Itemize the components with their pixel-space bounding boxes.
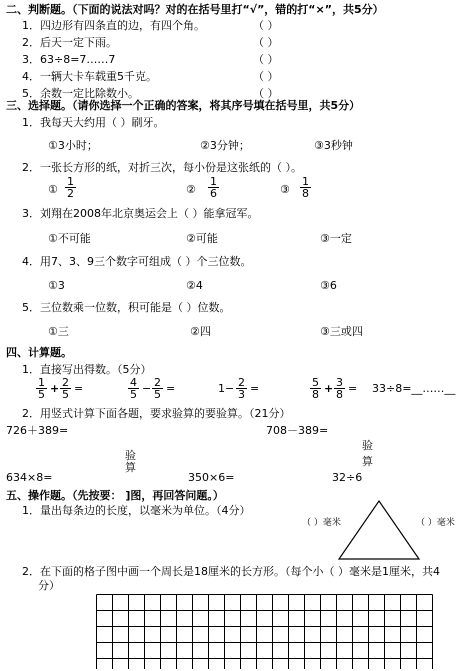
judge-item-4: 4．一辆大卡车载重5千克。 [22,70,157,83]
fraction-denominator: 8 [336,388,343,401]
fraction-one-half [65,176,76,199]
answer-paren-1[interactable]: （ ） [253,19,279,32]
fraction-denominator: 3 [238,388,245,401]
operator: − [142,382,152,395]
choice-q4-opt1[interactable]: ①3 [48,279,65,292]
fraction-denominator: 5 [62,388,69,401]
fraction-numerator: 1 [210,175,217,188]
triangle-figure [335,497,425,563]
fraction-denominator: 8 [302,187,309,200]
operate-q1: 1．量出每条边的长度，以毫米为单位。（4分） [22,504,251,517]
fraction-denominator: 5 [38,388,45,401]
operator: + [324,382,334,395]
fraction-one-sixth [208,176,219,199]
choice-q1: 1．我每天大约用（ ）刷牙。 [22,116,165,129]
fraction-numerator: 1 [67,175,74,188]
operate-q2: 2．在下面的格子图中画一个周长是18厘米的长方形。（每个小（ ）毫米是1厘米，共4 [22,565,440,578]
vertical-calc-2: 708－389= [266,424,329,437]
vertical-calc-4: 350×6= [188,471,235,484]
answer-paren-5[interactable]: （ ） [253,87,279,100]
fraction-numerator: 4 [130,376,137,389]
division-remainder-expr: 33÷8=__……__ [372,382,456,395]
fraction-numerator: 2 [62,376,69,389]
answer-paren-3[interactable]: （ ） [253,53,279,66]
fraction-denominator: 6 [210,187,217,200]
calc-q2: 2．用竖式计算下面各题，要求验算的要验算。（21分） [22,407,291,420]
fraction-numerator: 2 [154,376,161,389]
vertical-calc-3: 634×8= [6,471,53,484]
choice-q2-opt3[interactable]: ③ [280,183,290,196]
section-4-title: 四、计算题。 [6,346,72,359]
judge-item-3: 3．63÷8=7……7 [22,53,116,66]
section-3-title: 三、选择题。（请你选择一个正确的答案，将其序号填在括号里，共5分） [6,99,361,112]
operate-q2-cont: 分） [38,579,60,592]
answer-paren-2[interactable]: （ ） [253,36,279,49]
expression-lead: 1− [218,382,235,395]
choice-q2-opt2[interactable]: ② [186,183,196,196]
fraction [310,377,321,400]
fraction [128,377,139,400]
mm-label-left[interactable]: （ ）毫米 [302,518,341,528]
fraction-denominator: 8 [312,388,319,401]
equals: = [250,382,260,395]
fraction-denominator: 5 [154,388,161,401]
choice-q5-opt2[interactable]: ②四 [190,325,211,338]
check-label: 验 [125,449,136,462]
fraction-denominator: 5 [130,388,137,401]
section-2-title: 二、判断题。（下面的说法对吗？对的在括号里打“√”，错的打“×”，共5分） [6,3,384,16]
answer-paren-4[interactable]: （ ） [253,70,279,83]
fraction-numerator: 1 [302,175,309,188]
equals: = [74,382,84,395]
fraction-numerator: 1 [38,376,45,389]
check-label: 验 [362,439,373,452]
choice-q5-opt1[interactable]: ①三 [48,325,69,338]
choice-q4: 4．用7、3、9三个数字可组成（ ）个三位数。 [22,255,252,268]
fraction [152,377,163,400]
fraction-numerator: 3 [336,376,343,389]
check-label: 算 [362,455,373,468]
choice-q1-opt3[interactable]: ③3秒钟 [314,139,353,152]
fraction-numerator: 5 [312,376,319,389]
choice-q2: 2．一张长方形的纸，对折三次，每小份是这张纸的（ ）。 [22,161,302,174]
section-5-title: 五、操作题。（先按要： ]图，再回答问题。） [6,489,224,502]
vertical-calc-1: 726＋389= [6,424,69,437]
choice-q1-opt1[interactable]: ①3小时； [48,139,98,152]
fraction [334,377,345,400]
choice-q4-opt3[interactable]: ③6 [320,279,337,292]
choice-q3-opt3[interactable]: ③一定 [320,232,352,245]
equals: = [348,382,358,395]
fraction-one-eighth [300,176,311,199]
choice-q5-opt3[interactable]: ③三或四 [320,325,363,338]
choice-q3: 3．刘翔在2008年北京奥运会上（ ）能拿冠军。 [22,207,259,220]
fraction-numerator: 2 [238,376,245,389]
fraction [236,377,247,400]
grid-paper[interactable] [96,594,434,670]
check-label: 算 [125,461,136,474]
calc-q1: 1．直接写出得数。（5分） [22,363,152,376]
fraction-denominator: 2 [67,187,74,200]
choice-q3-opt1[interactable]: ①不可能 [48,232,91,245]
choice-q3-opt2[interactable]: ②可能 [186,232,218,245]
judge-item-1: 1．四边形有四条直的边，有四个角。 [22,19,205,32]
fraction [60,377,71,400]
choice-q1-opt2[interactable]: ②3分钟； [200,139,250,152]
operator: + [50,382,60,395]
judge-item-5: 5．余数一定比除数小。 [22,87,139,100]
choice-q4-opt2[interactable]: ②4 [186,279,203,292]
choice-q5: 5．三位数乘一位数，积可能是（ ）位数。 [22,301,231,314]
equals: = [166,382,176,395]
fraction [36,377,47,400]
choice-q2-opt1[interactable]: ① [48,183,58,196]
vertical-calc-5: 32÷6 [332,471,363,484]
judge-item-2: 2．后天一定下雨。 [22,36,117,49]
mm-label-right: （ ）毫米 [416,518,455,528]
